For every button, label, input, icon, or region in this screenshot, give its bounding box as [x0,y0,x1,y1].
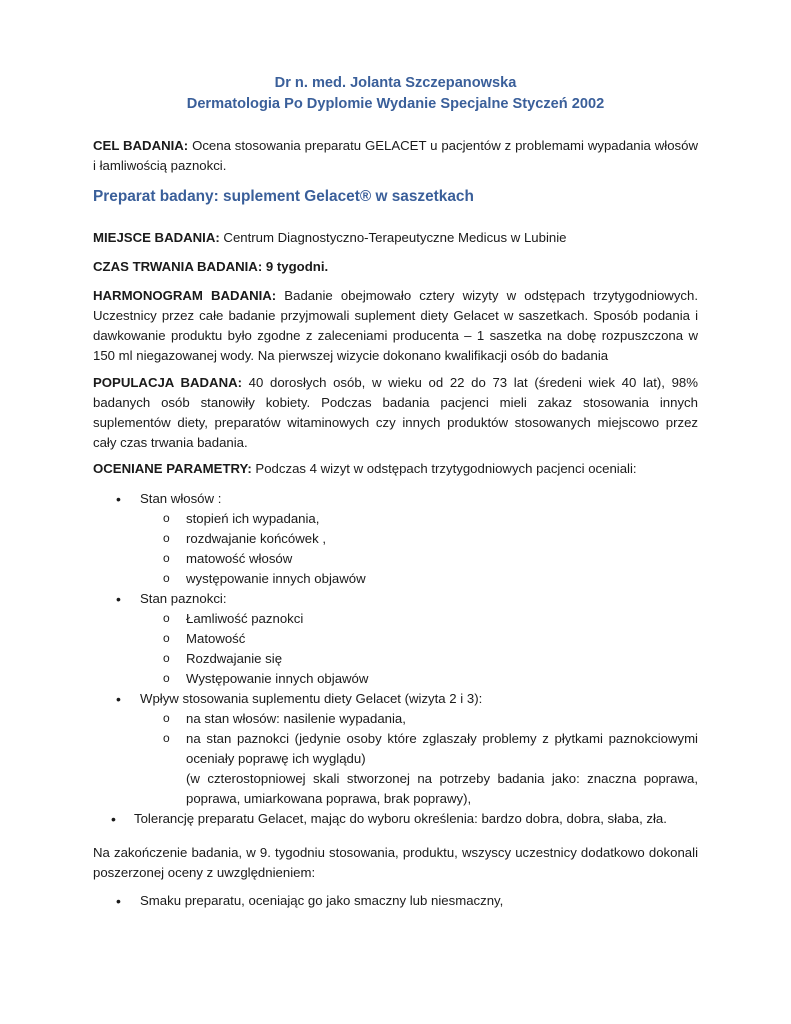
sub-list-item: o matowość włosów [93,549,698,569]
sub-list-item: o Rozdwajanie się [93,649,698,669]
harmonogram-paragraph [93,286,698,366]
sub-list-item: o rozdwajanie końcówek , [93,529,698,549]
czas-label: CZAS TRWANIA BADANIA: 9 tygodni. [93,259,329,274]
list-item-influence: • Wpływ stosowania suplementu diety Gelacet (wizyta 2 i 3): [93,689,698,709]
sub-list-item: o Występowanie innych objawów [93,669,698,689]
sub-list-item: o Matowość [93,629,698,649]
scale-note: (w czterostopniowej skali stworzonej na potrzeby badania jako: znaczna poprawa, poprawa, umiarkowana poprawa, brak poprawy), [186,771,698,806]
populacja-text: 40 dorosłych osób, w wieku od 22 do 73 lat (średeni wiek 40 lat), 98% badanych osób stanowiły kobiety. Podczas badania pacjenci mieli zakaz stosowania innych suplementów diety, preparatów witaminowych czy innych produktów stosowanych miejscowo przez cały czas trwania badania. [93,375,698,450]
populacja-paragraph [93,373,698,453]
publication-line: Dermatologia Po Dyplomie Wydanie Specjalne Styczeń 2002 [186,96,605,112]
miejsce-text: Centrum Diagnostyczno-Terapeutyczne Medicus w Lubinie [219,230,567,245]
populacja-label: POPULACJA BADANA: [93,375,243,390]
sub-list-item: o stopień ich wypadania, [93,509,698,529]
author-line: Dr n. med. Jolanta Szczepanowska [274,75,517,91]
parameters-list [93,489,698,829]
oceniane-paragraph [93,461,698,476]
sub-list-item: o Łamliwość paznokci [93,609,698,629]
final-list [93,891,698,911]
oceniane-text: Podczas 4 wizyt w odstępach trzytygodniowych pacjenci oceniali: [251,461,637,476]
miejsce-paragraph [93,230,698,245]
cel-paragraph [93,136,698,176]
list-item-taste: • Smaku preparatu, oceniając go jako smaczny lub niesmaczny, [93,891,698,911]
sub-list-item: o występowanie innych objawów [93,569,698,589]
list-item-tolerance: • Tolerancję preparatu Gelacet, mając do wyboru określenia: bardzo dobra, dobra, słaba, zła. [93,809,698,829]
harmonogram-label: HARMONOGRAM BADANIA: [93,288,277,303]
sub-list-item: o na stan włosów: nasilenie wypadania, [93,709,698,729]
cel-text: Ocena stosowania preparatu GELACET u pacjentów z problemami wypadania włosów i łamliwością paznokci. [93,138,698,173]
cel-label: CEL BADANIA: [93,138,189,153]
closing-paragraph: Na zakończenie badania, w 9. tygodniu stosowania, produktu, wszyscy uczestnicy dodatkowo dokonali poszerzonej oceny z uwzględnieniem: [93,845,698,880]
list-item-hair: • Stan włosów : [93,489,698,509]
oceniane-label: OCENIANE PARAMETRY: [93,461,252,476]
list-item-nails: • Stan paznokci: [93,589,698,609]
harmonogram-text: Badanie obejmowało cztery wizyty w odstępach trzytygodniowych. Uczestnicy przez całe badanie przyjmowali suplement diety Gelacet w saszetkach. Sposób podania i dawkowanie produktu było zgodne z zaleceniami producenta – 1 saszetka na dobę rozpuszczona w 150 ml niegazowanej wody. Na pierwszej wizycie dokonano kwalifikacji osób do badania [93,288,698,363]
sub-list-item: o na stan paznokci (jedynie osoby które zglaszały problemy z płytkami paznokciowymi oceniały poprawę ich wyglądu) [93,729,698,769]
czas-paragraph [93,259,698,274]
section-title: Preparat badany: suplement Gelacet® w saszetkach [93,188,474,205]
miejsce-label: MIEJSCE BADANIA: [93,230,220,245]
